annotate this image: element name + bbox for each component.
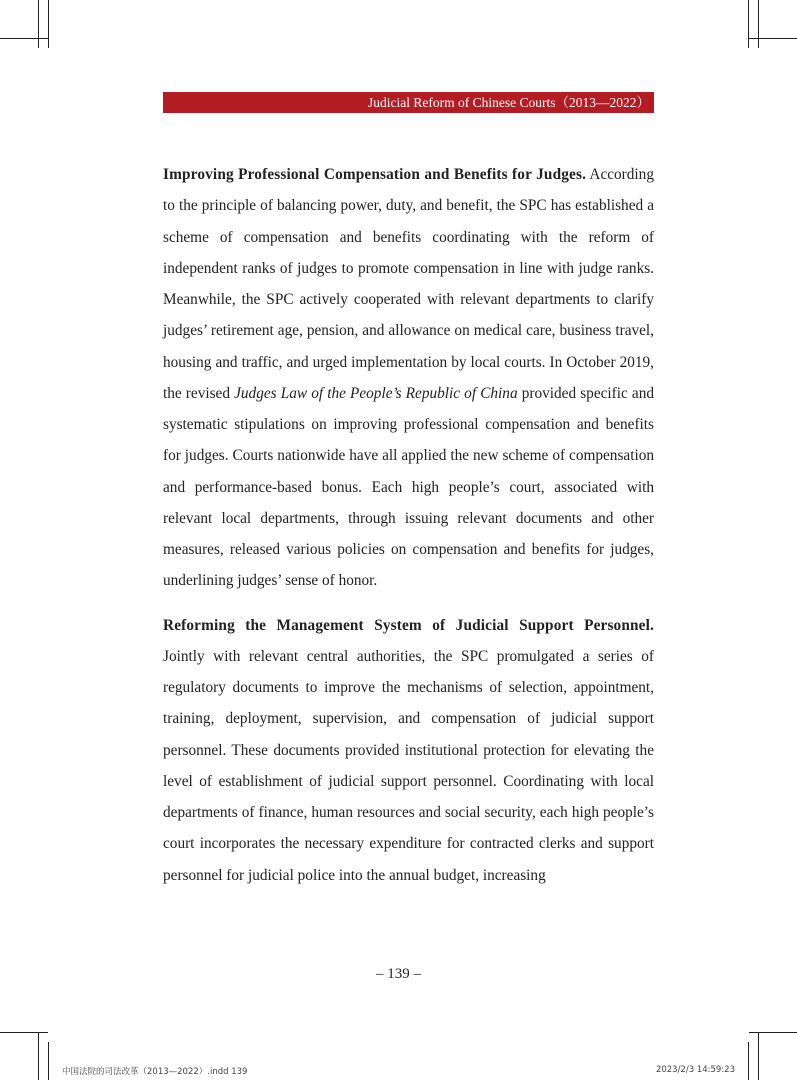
paragraph-text: According to the principle of balancing power, duty, and benefit, the SPC has established a scheme of compensation and benefits coordinating with the reform of independent ranks of judges to promote compensation in line with judge ranks. Meanwhile, the SPC actively cooperated with relevant departments to clarify judges’ retirement age, pension, and allowance on medical care, business travel, housing and traffic, and urged implementation by local courts. In October 2019, the revised [163, 166, 654, 402]
running-header [163, 92, 654, 113]
section-heading: Improving Professional Compensation and Benefits for Judges. [163, 166, 587, 183]
crop-mark [48, 1042, 49, 1080]
crop-mark [38, 1032, 39, 1080]
crop-mark [38, 0, 39, 48]
crop-mark [758, 0, 759, 48]
page-number: – 139 – [376, 966, 421, 982]
section-heading: Reforming the Management System of Judicial Support Personnel. [163, 616, 654, 634]
crop-mark [758, 1032, 759, 1080]
body-text [163, 159, 654, 891]
crop-mark [48, 0, 49, 48]
crop-mark [748, 0, 749, 48]
print-slug-timestamp: 2023/2/3 14:59:23 [655, 1065, 735, 1075]
crop-mark [749, 38, 797, 39]
crop-mark [749, 1032, 797, 1033]
crop-mark [0, 38, 48, 39]
print-slug-file: 中国法院的司法改革（2013—2022）.indd 139 [62, 1067, 248, 1077]
crop-mark [748, 1042, 749, 1080]
running-title: Judicial Reform of Chinese Courts（2013—2022） [368, 95, 650, 110]
law-title: Judges Law of the People’s Republic of China [234, 384, 518, 402]
paragraph-support-personnel [163, 610, 654, 891]
paragraph-text: provided specific and systematic stipulations on improving professional compensation and benefits for judges. Courts nationwide have all applied the new scheme of compensation and performance-based bonus. Each high people’s court, associated with relevant local departments, through issuing relevant documents and other measures, released various policies on compensation and benefits for judges, underlining judges’ sense of honor. [163, 384, 654, 590]
paragraph-text: Jointly with relevant central authorities, the SPC promulgated a series of regulatory documents to improve the mechanisms of selection, appointment, training, deployment, supervision, and compensation of judicial support personnel. These documents provided institutional protection for elevating the level of establishment of judicial support personnel. Coordinating with local departments of finance, human resources and social security, each high people’s court incorporates the necessary expenditure for contracted clerks and support personnel for judicial police into the annual budget, increasing [163, 647, 654, 884]
crop-mark [0, 1032, 48, 1033]
paragraph-compensation [163, 159, 654, 597]
